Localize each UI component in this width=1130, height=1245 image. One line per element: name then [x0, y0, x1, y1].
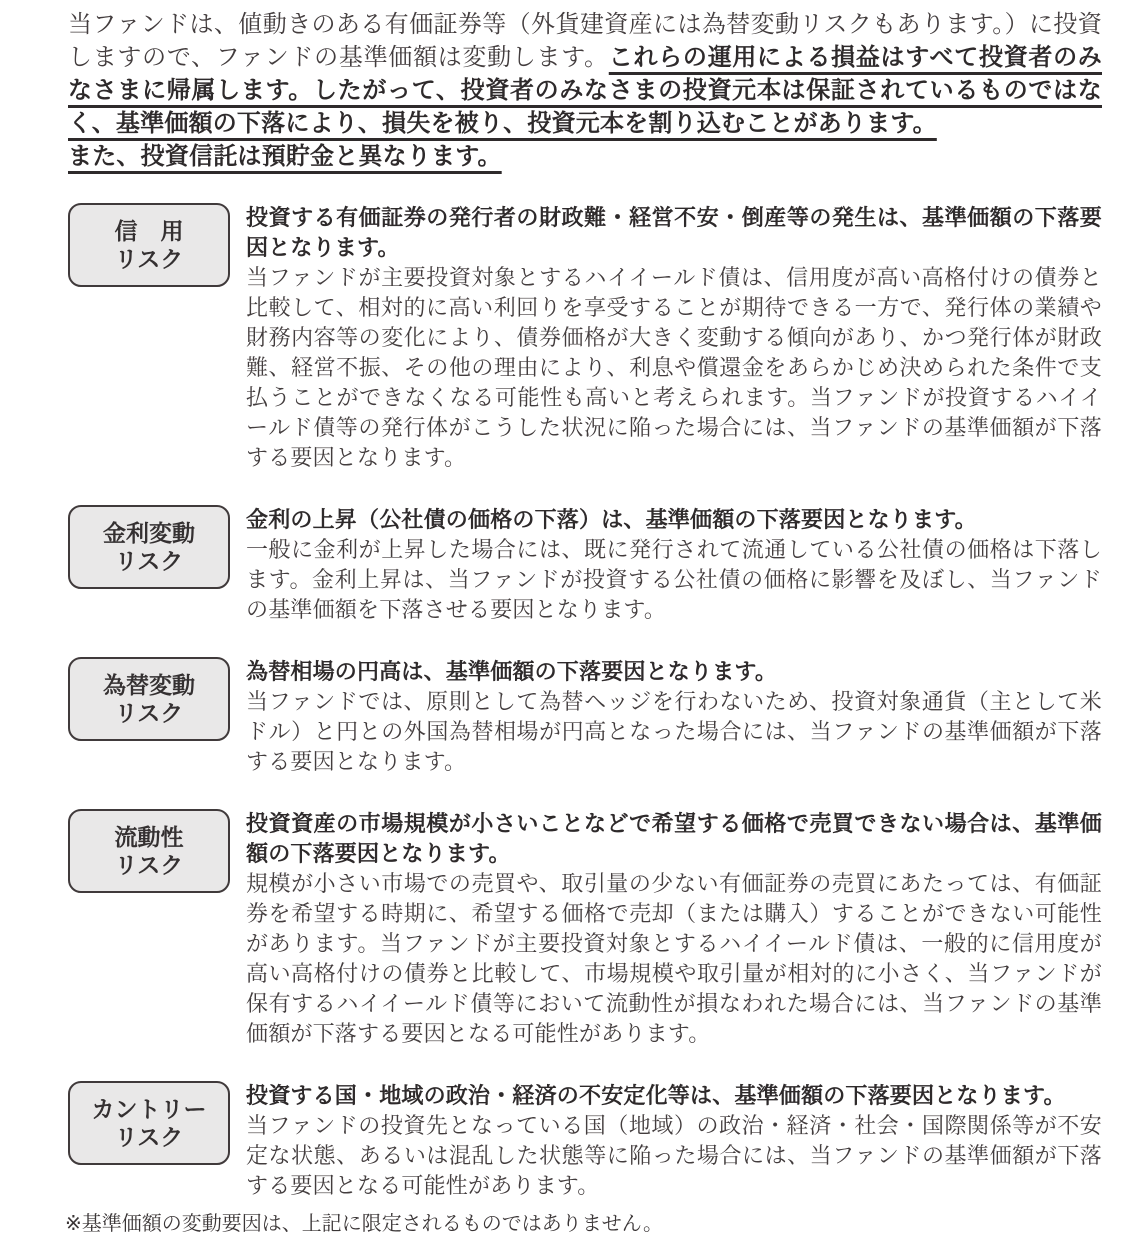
intro-section	[68, 8, 1102, 173]
intro-emphasis-text: これらの運用による損益はすべて投資者のみなさまに帰属します。したがって、投資者のみなさまの投資元本は保証されているものではなく、基準価額の下落により、損失を被り、投資元本を割り込むことがあります。	[68, 44, 1102, 137]
risk-lead-country: 投資する国・地域の政治・経済の不安定化等は、基準価額の下落要因となります。	[246, 1083, 1066, 1108]
risk-body-country: 当ファンドの投資先となっている国（地域）の政治・経済・社会・国際関係等が不安定な状態、あるいは混乱した状態等に陥った場合には、当ファンドの基準価額が下落する要因となる可能性があります。	[246, 1113, 1102, 1198]
risk-label-line1: 為替変動	[103, 672, 195, 698]
risk-section-interest-rate	[68, 505, 1102, 625]
risk-label-line2: リスク	[114, 246, 184, 272]
risk-body-liquidity: 規模が小さい市場での売買や、取引量の少ない有価証券の売買にあたっては、有価証券を希望する時期に、希望する価格で売却（または購入）することができない可能性があります。当ファンドが主要投資対象とするハイイールド債は、一般的に信用度が高い高格付けの債券と比較して、市場規模や取引量が相対的に小さく、当ファンドが保有するハイイールド債等において流動性が損なわれた場合には、当ファンドの基準価額が下落する要因となる可能性があります。	[246, 871, 1102, 1046]
risk-label-line1: 流動性	[114, 824, 184, 850]
risk-section-liquidity	[68, 809, 1102, 1049]
risk-lead-credit: 投資する有価証券の発行者の財政難・経営不安・倒産等の発生は、基準価額の下落要因となります。	[246, 205, 1102, 260]
risk-label-line2: リスク	[114, 1124, 184, 1150]
risk-section-country	[68, 1081, 1102, 1201]
risk-label-box-interest-rate	[68, 505, 230, 589]
footnote: ※基準価額の変動要因は、上記に限定されるものではありません。	[65, 1213, 663, 1235]
risk-body-currency: 当ファンドでは、原則として為替ヘッジを行わないため、投資対象通貨（主として米ドル）と円との外国為替相場が円高となった場合には、当ファンドの基準価額が下落する要因となります。	[246, 689, 1102, 774]
intro-paragraph-2	[68, 140, 1102, 173]
intro-normal-text: 当ファンドは、値動きのある有価証券等（外貨建資産には為替変動リスクもあります。）に投資しますので、ファンドの基準価額は変動します。	[68, 11, 1102, 71]
risk-lead-currency: 為替相場の円高は、基準価額の下落要因となります。	[246, 659, 778, 684]
risk-lead-liquidity: 投資資産の市場規模が小さいことなどで希望する価格で売買できない場合は、基準価額の下落要因となります。	[246, 811, 1102, 866]
risk-label-box-country	[68, 1081, 230, 1165]
risk-text-interest-rate	[246, 505, 1102, 625]
risk-label-box-currency	[68, 657, 230, 741]
risk-text-country	[246, 1081, 1102, 1201]
risk-label-line1: カントリー	[91, 1096, 207, 1122]
risk-text-liquidity	[246, 809, 1102, 1049]
risk-label-box-credit	[68, 203, 230, 287]
risk-label-line2: リスク	[114, 700, 184, 726]
risk-text-currency	[246, 657, 1102, 777]
intro-paragraph	[68, 8, 1102, 140]
risk-section-currency	[68, 657, 1102, 777]
risk-body-credit: 当ファンドが主要投資対象とするハイイールド債は、信用度が高い高格付けの債券と比較して、相対的に高い利回りを享受することが期待できる一方で、発行体の業績や財務内容等の変化により、債券価格が大きく変動する傾向があり、かつ発行体が財政難、経営不振、その他の理由により、利息や償還金をあらかじめ決められた条件で支払うことができなくなる可能性も高いと考えられます。当ファンドが投資するハイイールド債等の発行体がこうした状況に陥った場合には、当ファンドの基準価額が下落する要因となります。	[246, 265, 1102, 470]
risk-section-credit	[68, 203, 1102, 473]
risk-text-credit	[246, 203, 1102, 473]
risk-label-line2: リスク	[114, 852, 184, 878]
risk-label-line1: 信 用	[114, 218, 184, 244]
risk-body-interest-rate: 一般に金利が上昇した場合には、既に発行されて流通している公社債の価格は下落します。金利上昇は、当ファンドが投資する公社債の価格に影響を及ぼし、当ファンドの基準価額を下落させる要因となります。	[246, 537, 1102, 622]
risk-label-line1: 金利変動	[103, 520, 195, 546]
intro-emphasis-text-2: また、投資信託は預貯金と異なります。	[68, 143, 502, 170]
risk-label-box-liquidity	[68, 809, 230, 893]
risk-label-line2: リスク	[114, 548, 184, 574]
risk-lead-interest-rate: 金利の上昇（公社債の価格の下落）は、基準価額の下落要因となります。	[246, 507, 977, 532]
